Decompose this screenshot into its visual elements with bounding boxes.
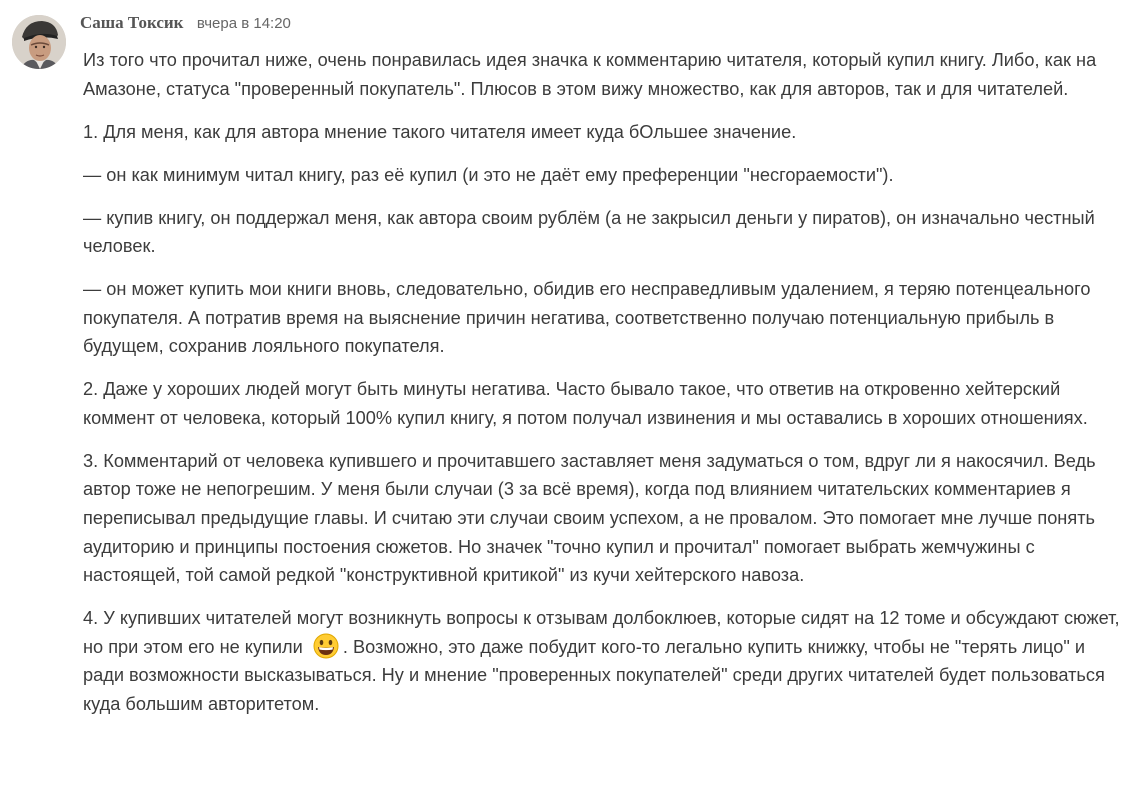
- comment-paragraph: — купив книгу, он поддержал меня, как автора своим рублём (а не закрысил деньги у пиратов), он изначально честный человек.: [83, 207, 1095, 257]
- last-paragraph-text-before: 4. У купивших читателей могут возникнуть вопросы к отзывам долбоклюев, которые сидят на 12 томе и обсуждают сюжет, но при этом его не купили: [83, 608, 1120, 657]
- comment-paragraph: — он может купить мои книги вновь, следовательно, обидив его несправедливым удалением, я теряю потенцеального покупателя. А потратив время на выяснение причин негатива, соответственно получаю потенциальную прибыль в будущем, сохранив лояльного покупателя.: [83, 279, 1091, 357]
- grinning-face-emoji-icon: [312, 633, 340, 659]
- author-name[interactable]: Саша Токсик: [80, 13, 184, 32]
- user-avatar-icon: [12, 15, 66, 69]
- avatar[interactable]: [12, 15, 66, 69]
- comment-paragraph: 1. Для меня, как для автора мнение такого читателя имеет куда бОльшее значение.: [83, 121, 797, 142]
- comment-timestamp: вчера в 14:20: [196, 15, 291, 32]
- last-paragraph-text-after: . Возможно, это даже побудит кого-то легально купить книжку, чтобы не "терять лицо" и ради возможности высказываться. Ну и мнение "проверенных покупателей" среди других читателей будет пользоваться куда большим авторитетом.: [83, 636, 1105, 715]
- comment-paragraph: 3. Комментарий от человека купившего и прочитавшего заставляет меня задуматься о том, вдруг ли я накосячил. Ведь автор тоже не непогрешим. У меня были случаи (3 за всё время), когда под влиянием читательских комментариев я переписывал предыдущие главы. И считаю эти случаи своим успехом, а не провалом. Это помогает мне лучше понять аудиторию и принципы постоения сюжетов. Но значек "точно купил и прочитал" помогает выбрать жемчужины с настоящей, той самой редкой "конструктивной критикой" из кучи хейтерского навоза.: [83, 450, 1096, 586]
- comment-paragraph: — он как минимум читал книгу, раз её купил (и это не даёт ему преференции "несгораемости").: [83, 164, 894, 185]
- comment-paragraph: Из того что прочитал ниже, очень понравилась идея значка к комментарию читателя, который купил книгу. Либо, как на Амазоне, статуса "проверенный покупатель". Плюсов в этом вижу множество, как для авторов, так и для читателей.: [83, 50, 1097, 99]
- comment-paragraph-last: [83, 604, 1123, 718]
- comment-paragraph: 2. Даже у хороших людей могут быть минуты негатива. Часто бывало такое, что ответив на откровенно хейтерский коммент от человека, который 100% купил книгу, я потом получал извинения и мы оставались в хороших отношениях.: [83, 379, 1088, 428]
- comment-body: [83, 46, 1123, 733]
- comment-header: [80, 13, 291, 35]
